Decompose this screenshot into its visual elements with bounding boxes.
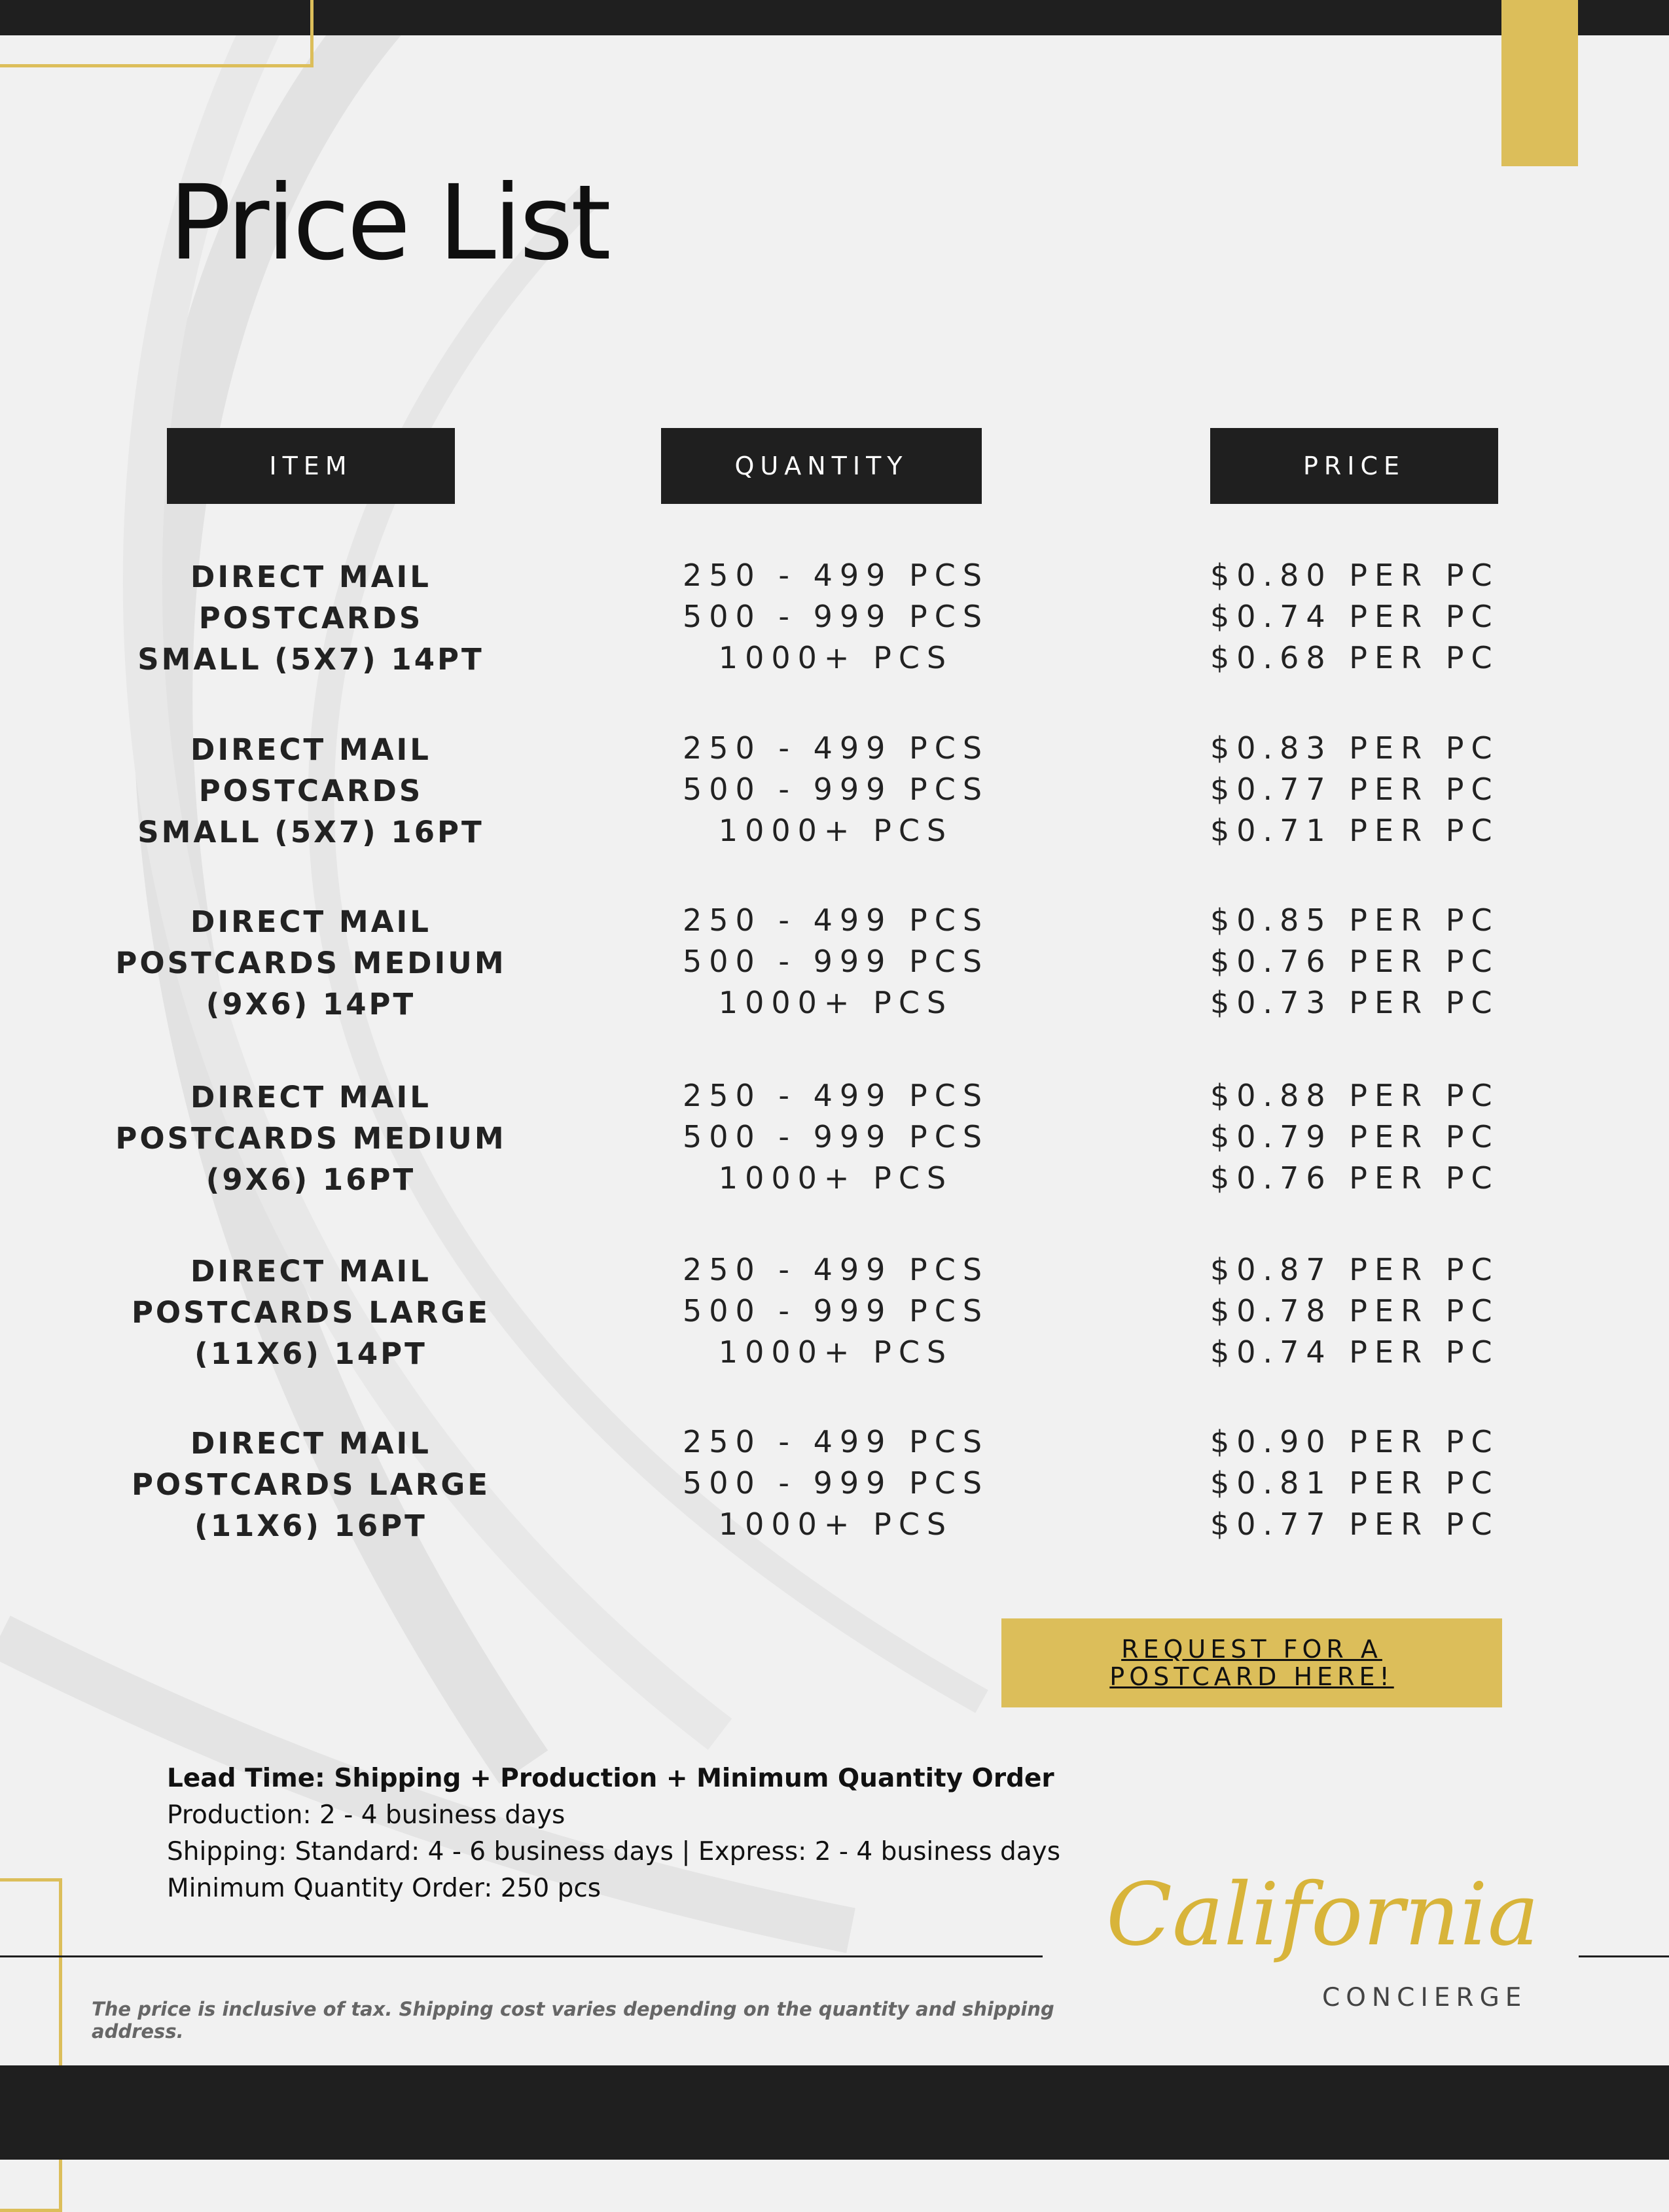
page-title: Price List <box>169 163 609 283</box>
price-line: $0.74 PER PC <box>1210 1334 1499 1370</box>
quantity-line: 500 - 999 PCS <box>682 944 990 979</box>
item-line: DIRECT MAIL <box>190 1080 431 1115</box>
request-postcard-label: REQUEST FOR A POSTCARD HERE! <box>1109 1635 1394 1691</box>
quantity-line: 1000+ PCS <box>718 1507 954 1542</box>
item-line: POSTCARDS <box>198 601 423 635</box>
item-line: POSTCARDS <box>198 774 423 808</box>
item-line: DIRECT MAIL <box>190 560 431 594</box>
item-line: SMALL (5X7) 14PT <box>137 642 484 677</box>
quantity-line: 250 - 499 PCS <box>682 1252 990 1287</box>
price-line: $0.85 PER PC <box>1210 902 1499 938</box>
price-line: $0.81 PER PC <box>1210 1465 1499 1501</box>
quantity-line: 250 - 499 PCS <box>682 730 990 766</box>
header-quantity: QUANTITY <box>661 428 982 504</box>
row-1-item <box>101 556 520 680</box>
row-3-quantity <box>626 900 1045 1024</box>
item-line: (9X6) 16PT <box>206 1162 416 1197</box>
quantity-line: 500 - 999 PCS <box>682 1119 990 1154</box>
quantity-line: 250 - 499 PCS <box>682 1078 990 1113</box>
price-line: $0.83 PER PC <box>1210 730 1499 766</box>
row-2-quantity <box>626 728 1045 851</box>
price-line: $0.87 PER PC <box>1210 1252 1499 1287</box>
item-line: DIRECT MAIL <box>190 1426 431 1461</box>
row-5-item <box>101 1251 520 1374</box>
lead-time-minimum: Minimum Quantity Order: 250 pcs <box>167 1874 601 1903</box>
item-line: POSTCARDS LARGE <box>131 1295 491 1330</box>
gold-frame-bottom <box>0 1878 62 2212</box>
quantity-line: 500 - 999 PCS <box>682 1465 990 1501</box>
price-line: $0.74 PER PC <box>1210 599 1499 634</box>
lead-time-production: Production: 2 - 4 business days <box>167 1800 565 1830</box>
row-3-item <box>101 901 520 1025</box>
row-2-price <box>1210 728 1577 851</box>
lead-time-info <box>167 1760 1083 1907</box>
footer-rule-right <box>1579 1955 1669 1957</box>
row-5-price <box>1210 1249 1577 1373</box>
quantity-line: 500 - 999 PCS <box>682 772 990 807</box>
footer-note: The price is inclusive of tax. Shipping cost varies depending on the quantity and shipping address. <box>92 1998 1054 2043</box>
price-line: $0.79 PER PC <box>1210 1119 1499 1154</box>
quantity-line: 250 - 499 PCS <box>682 558 990 593</box>
item-line: (11X6) 16PT <box>194 1508 427 1543</box>
price-line: $0.71 PER PC <box>1210 813 1499 848</box>
price-line: $0.78 PER PC <box>1210 1293 1499 1329</box>
price-line: $0.77 PER PC <box>1210 1507 1499 1542</box>
item-line: POSTCARDS LARGE <box>131 1467 491 1502</box>
price-line: $0.76 PER PC <box>1210 1160 1499 1196</box>
row-1-quantity <box>626 555 1045 679</box>
quantity-line: 250 - 499 PCS <box>682 902 990 938</box>
item-line: POSTCARDS MEDIUM <box>115 946 507 980</box>
row-4-price <box>1210 1075 1577 1199</box>
row-6-price <box>1210 1421 1577 1545</box>
price-line: $0.88 PER PC <box>1210 1078 1499 1113</box>
price-line: $0.90 PER PC <box>1210 1424 1499 1459</box>
price-line: $0.77 PER PC <box>1210 772 1499 807</box>
quantity-line: 1000+ PCS <box>718 813 954 848</box>
item-line: DIRECT MAIL <box>190 904 431 939</box>
item-line: POSTCARDS MEDIUM <box>115 1121 507 1156</box>
row-4-quantity <box>626 1075 1045 1199</box>
item-line: (11X6) 14PT <box>194 1336 427 1371</box>
item-line: DIRECT MAIL <box>190 1254 431 1289</box>
quantity-line: 500 - 999 PCS <box>682 1293 990 1329</box>
row-3-price <box>1210 900 1577 1024</box>
quantity-line: 1000+ PCS <box>718 1160 954 1196</box>
lead-time-shipping: Shipping: Standard: 4 - 6 business days | Express: 2 - 4 business days <box>167 1837 1061 1866</box>
header-price: PRICE <box>1210 428 1498 504</box>
footer-rule-left <box>0 1955 1043 1957</box>
request-postcard-button[interactable] <box>1001 1618 1502 1707</box>
logo-subtitle: CONCIERGE <box>1322 1983 1528 2012</box>
bottom-bar <box>0 2065 1669 2160</box>
row-6-item <box>101 1423 520 1546</box>
quantity-line: 1000+ PCS <box>718 640 954 675</box>
quantity-line: 250 - 499 PCS <box>682 1424 990 1459</box>
row-5-quantity <box>626 1249 1045 1373</box>
gold-accent-block <box>1501 0 1578 166</box>
header-item: ITEM <box>167 428 455 504</box>
row-1-price <box>1210 555 1577 679</box>
price-line: $0.80 PER PC <box>1210 558 1499 593</box>
lead-time-title: Lead Time: Shipping + Production + Minimum Quantity Order <box>167 1764 1054 1793</box>
logo-script: California <box>1106 1864 1539 1965</box>
item-line: SMALL (5X7) 16PT <box>137 815 484 849</box>
item-line: (9X6) 14PT <box>206 987 416 1022</box>
price-line: $0.68 PER PC <box>1210 640 1499 675</box>
price-line: $0.76 PER PC <box>1210 944 1499 979</box>
price-line: $0.73 PER PC <box>1210 985 1499 1020</box>
gold-frame-top <box>0 0 314 67</box>
quantity-line: 1000+ PCS <box>718 985 954 1020</box>
row-2-item <box>101 729 520 853</box>
item-line: DIRECT MAIL <box>190 732 431 767</box>
quantity-line: 500 - 999 PCS <box>682 599 990 634</box>
row-4-item <box>101 1077 520 1200</box>
row-6-quantity <box>626 1421 1045 1545</box>
quantity-line: 1000+ PCS <box>718 1334 954 1370</box>
